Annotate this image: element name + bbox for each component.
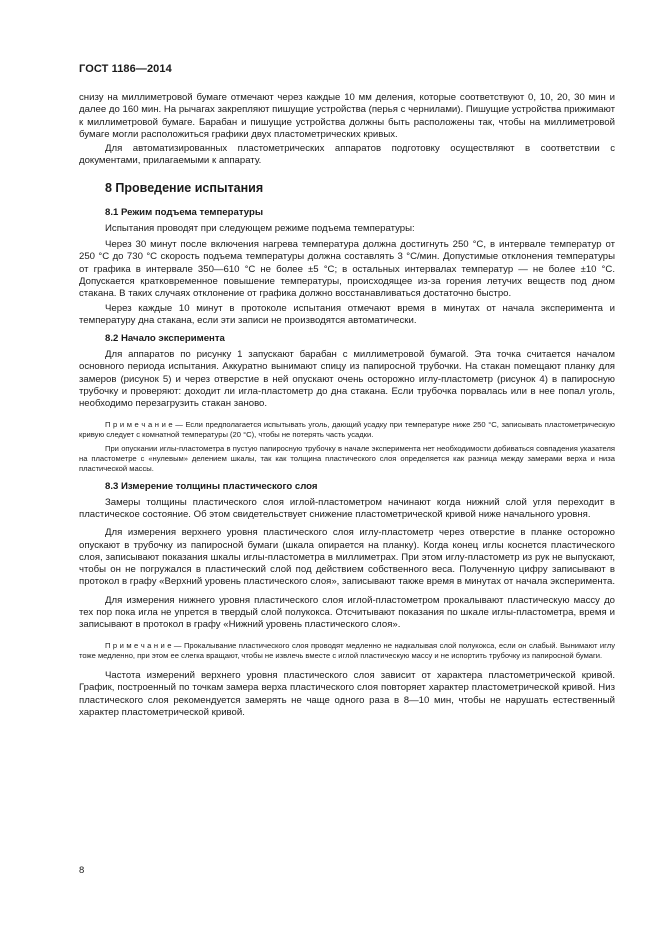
subsection-heading: 8.2 Начало эксперимента: [105, 333, 225, 345]
note: П р и м е ч а н и е — Если предполагается испытывать уголь, дающий усадку при температуре ниже 250 °С, записывать пластометрическую кривую следует с комнатной температуры (20 °С), чтобы не потерять часть усадки.: [79, 419, 615, 439]
page-number: 8: [79, 865, 85, 876]
paragraph: Частота измерений верхнего уровня пластического слоя зависит от характера пластометрической кривой. График, построенный по точкам замера верха пластического слоя повторяет характер пластометрической кривой. Низ пластического слоя рекомендуется замерять не чаще одного раза в 8—10 мин, чтобы не нарушать естественный характер пластометрической кривой.: [79, 670, 615, 718]
document-header-title: ГОСТ 1186—2014: [79, 63, 172, 75]
subsection-heading: 8.1 Режим подъема температуры: [105, 206, 264, 218]
paragraph: Замеры толщины пластического слоя иглой-пластометром начинают когда нижний слой угля переходит в пластическое состояние. Об этом свидетельствует снижение пластометрической кривой ниже начального уровня.: [79, 496, 615, 520]
note: П р и м е ч а н и е — Прокалывание пластического слоя проводят медленно не надкалывая слой полукокса, если он слабый. Вынимают иглу тоже медленно, при этом ее слегка вращают, чтобы не извлечь вместе с иглой пластическую массу и не испортить трубочку из папиросной бумаги.: [79, 640, 615, 660]
note: При опускании иглы-пластометра в пустую папиросную трубочку в начале эксперимента нет необходимости добиваться совпадения указателя на пластометре с «нулевым» делением шкалы, так как толщина пластического слоя определяется как разница между замерами верха и низа пластической массы.: [79, 444, 615, 474]
section-heading: 8 Проведение испытания: [105, 180, 264, 195]
subsection-heading: 8.3 Измерение толщины пластического слоя: [105, 480, 318, 492]
paragraph: Через 30 минут после включения нагрева температура должна достигнуть 250 °С, в интервале температур от 250 °С до 730 °С скорость подъема температуры должна составлять 3 °С/мин. Допустимые отклонения температуры от графика в интервале 350—610 °С не более ±5 °С; в остальных интервалах температур — не более ±10 °С. Допускается кратковременное повышение температуры, происходящее из-за горения летучих веществ под дном стакана. В таких случаях отклонение от графика должно восстанавливаться достаточно быстро.: [79, 239, 615, 300]
paragraph: Для измерения нижнего уровня пластического слоя иглой-пластометром прокалывают пластическую массу до тех пор пока игла не упрется в твердый слой полукокса. Отсчитывают показания по шкале иглы-пластометра, время и записывают в протокол в графу «Нижний уровень пластического слоя».: [79, 594, 615, 631]
document-body: [79, 92, 615, 719]
paragraph: Для измерения верхнего уровня пластического слоя иглу-пластометр через отверстие в планке осторожно опускают в трубочку из папиросной бумаги (шкала опирается на планку). Когда конец иглы коснется пластического слоя, записывают показания шкалы иглы-пластометра в миллиметрах. При этом иглу-пластометр из рук не выпускают, чтобы он не погружался в пластический слой под действием собственного веса. Полученную цифру записывают в протокол в графу «Верхний уровень пластического слоя», записывают также время в минутах от начала эксперимента.: [79, 527, 615, 588]
paragraph: Для аппаратов по рисунку 1 запускают барабан с миллиметровой бумагой. Эта точка считается началом основного периода испытания. Аккуратно вынимают спицу из папиросной трубочки. На стакан помещают планку для замеров (рисунок 5) и через отверстие в ней опускают очень осторожно иглу-пластометр (рисунок 4) в папиросную трубочку и проверяют: доходит ли игла-пластометр до дна стакана. Если трубочка порвалась или в нее попал уголь, необходимо перезагрузить стакан заново.: [79, 349, 615, 410]
paragraph: Для автоматизированных пластометрических аппаратов подготовку осуществляют в соответствии с документами, прилагаемыми к аппарату.: [79, 143, 615, 167]
paragraph: снизу на миллиметровой бумаге отмечают через каждые 10 мм деления, которые соответствуют 0, 10, 20, 30 мин и далее до 160 мин. На рычагах закрепляют пишущие устройства (перья с чернилами). Пишущие устройства прижимают к миллиметровой бумаге. Барабан и пишущие устройства должны быть расположены так, чтобы на миллиметровой бумаге могли расположиться графики двух пластометрических кривых.: [79, 92, 615, 140]
paragraph: Через каждые 10 минут в протоколе испытания отмечают время в минутах от начала эксперимента и температуру дна стакана, если эти записи не производятся автоматически.: [79, 302, 615, 326]
paragraph: Испытания проводят при следующем режиме подъема температуры:: [105, 222, 415, 234]
